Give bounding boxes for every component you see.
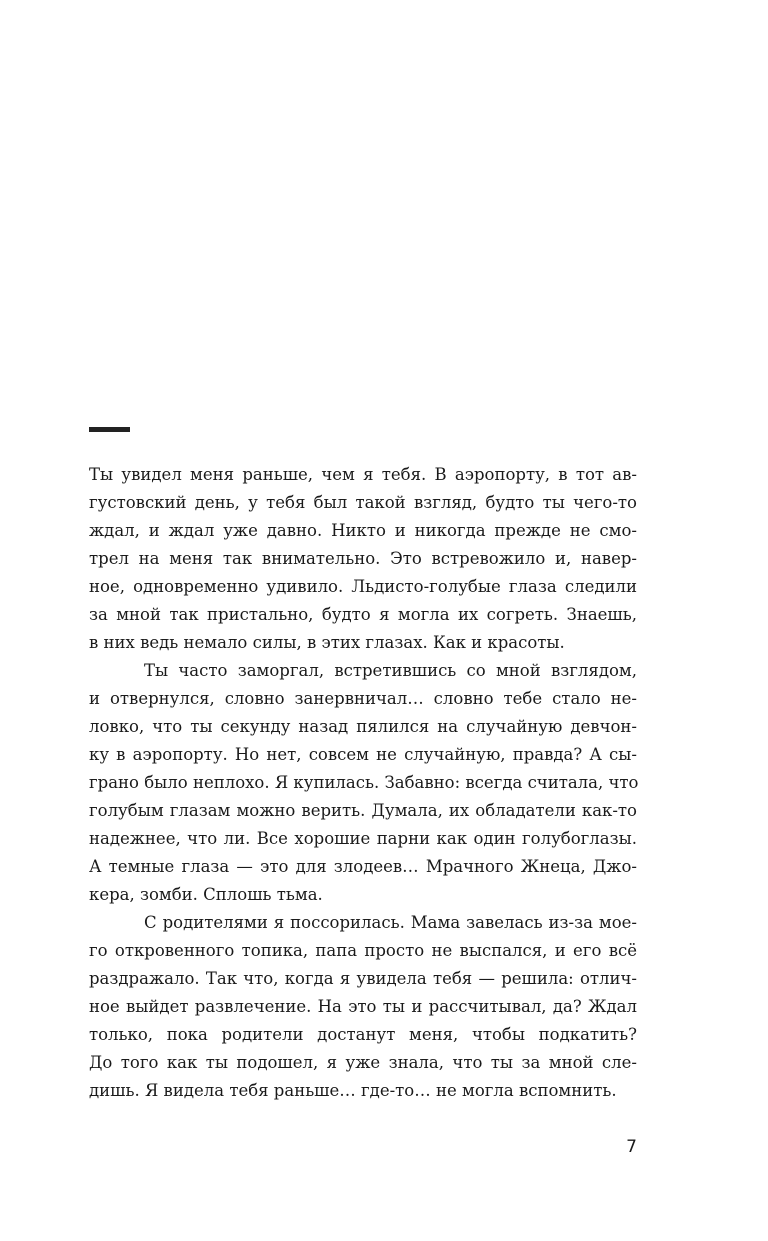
text-line: ку в аэропорту. Но нет, совсем не случайную, правда? А сы- <box>89 745 637 764</box>
text-line: ное выйдет развлечение. На это ты и рассчитывал, да? Ждал <box>89 997 637 1016</box>
text-line: А темные глаза — это для злодеев… Мрачного Жнеца, Джо- <box>89 857 637 876</box>
text-line: раздражало. Так что, когда я увидела тебя — решила: отлич- <box>89 969 637 988</box>
text-line: за мной так пристально, будто я могла их согреть. Знаешь, <box>89 605 637 624</box>
text-line: дишь. Я видела тебя раньше… где-то… не могла вспомнить. <box>89 1081 617 1100</box>
text-line: ждал, и ждал уже давно. Никто и никогда прежде не смо- <box>89 521 637 540</box>
text-line: го откровенного топика, папа просто не выспался, и его всё <box>89 941 637 960</box>
text-line: надежнее, что ли. Все хорошие парни как один голубоглазы. <box>89 829 637 848</box>
text-line: Ты увидел меня раньше, чем я тебя. В аэропорту, в тот ав- <box>89 465 637 484</box>
text-line: трел на меня так внимательно. Это встревожило и, навер- <box>89 549 637 568</box>
text-line: ловко, что ты секунду назад пялился на случайную девчон- <box>89 717 637 736</box>
text-line: и отвернулся, словно занервничал… словно тебе стало не- <box>89 689 637 708</box>
text-line: только, пока родители достанут меня, чтобы подкатить? <box>89 1025 637 1044</box>
text-line: в них ведь немало силы, в этих глазах. Как и красоты. <box>89 633 565 652</box>
body-text <box>89 461 637 1105</box>
text-line: ное, одновременно удивило. Льдисто-голубые глаза следили <box>89 577 637 596</box>
text-line: голубым глазам можно верить. Думала, их обладатели как-то <box>89 801 637 820</box>
text-line: густовский день, у тебя был такой взгляд, будто ты чего-то <box>89 493 637 512</box>
page-number: 7 <box>626 1137 637 1157</box>
text-line: С родителями я поссорилась. Мама завелась из-за мое- <box>144 913 637 932</box>
text-line: кера, зомби. Сплошь тьма. <box>89 885 323 904</box>
text-line: Ты часто заморгал, встретившись со мной взглядом, <box>144 661 637 680</box>
text-line: До того как ты подошел, я уже знала, что ты за мной сле- <box>89 1053 637 1072</box>
chapter-start-rule <box>89 427 130 432</box>
text-line: грано было неплохо. Я купилась. Забавно: всегда считала, что <box>89 773 639 792</box>
